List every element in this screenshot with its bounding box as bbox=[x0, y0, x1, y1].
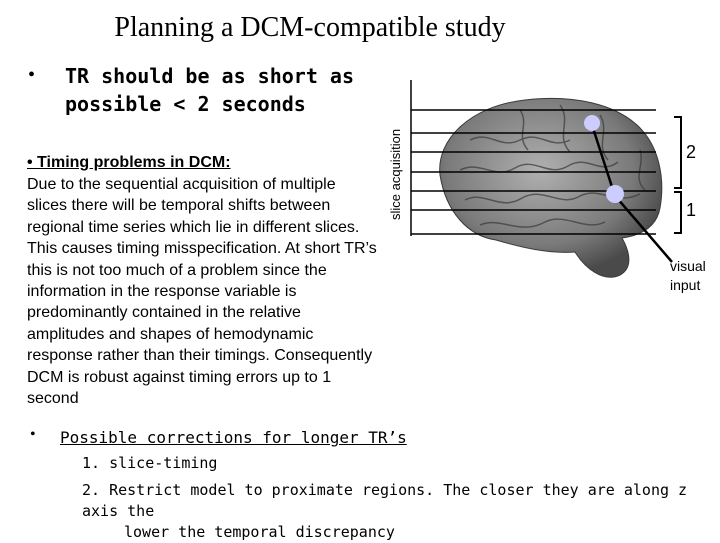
visual-input-line1: visual bbox=[670, 258, 706, 274]
bullet-marker: • bbox=[30, 426, 36, 443]
region-node-1 bbox=[606, 185, 624, 203]
bracket-2 bbox=[674, 117, 681, 188]
visual-input-line2: input bbox=[670, 277, 701, 293]
timing-heading: • Timing problems in DCM: bbox=[27, 154, 231, 171]
slice-group-label-2: 2 bbox=[686, 142, 697, 162]
bullet-marker: • bbox=[28, 64, 36, 86]
slice-acquisition-label: slice acquisition bbox=[388, 128, 403, 220]
tr-bullet-text: TR should be as short as possible < 2 seconds bbox=[65, 64, 354, 116]
correction-item-2-line2: lower the temporal discrepancy bbox=[124, 523, 395, 541]
region-node-2 bbox=[584, 115, 600, 131]
corrections-heading: Possible corrections for longer TR’s bbox=[60, 428, 407, 447]
brain-image bbox=[440, 98, 662, 277]
timing-paragraph: Due to the sequential acquisition of multiple slices there will be temporal shifts between regional time series which lie in different slices. This causes timing misspecification. At short TR’s this is not too much of a problem since the information in the response variable is predominantly contained in the relative amplitudes and shapes of hemodynamic response rather than their timings. Consequently DCM is robust against timing errors up to 1 second bbox=[27, 176, 377, 408]
page-title: Planning a DCM-compatible study bbox=[114, 12, 506, 43]
bracket-1 bbox=[674, 192, 681, 233]
slice-group-label-1: 1 bbox=[686, 200, 697, 220]
correction-item-1: 1. slice-timing bbox=[82, 454, 218, 472]
visual-input-label bbox=[670, 257, 706, 295]
correction-item-2-line1: 2. Restrict model to proximate regions. The closer they are along z axis the bbox=[82, 481, 688, 520]
